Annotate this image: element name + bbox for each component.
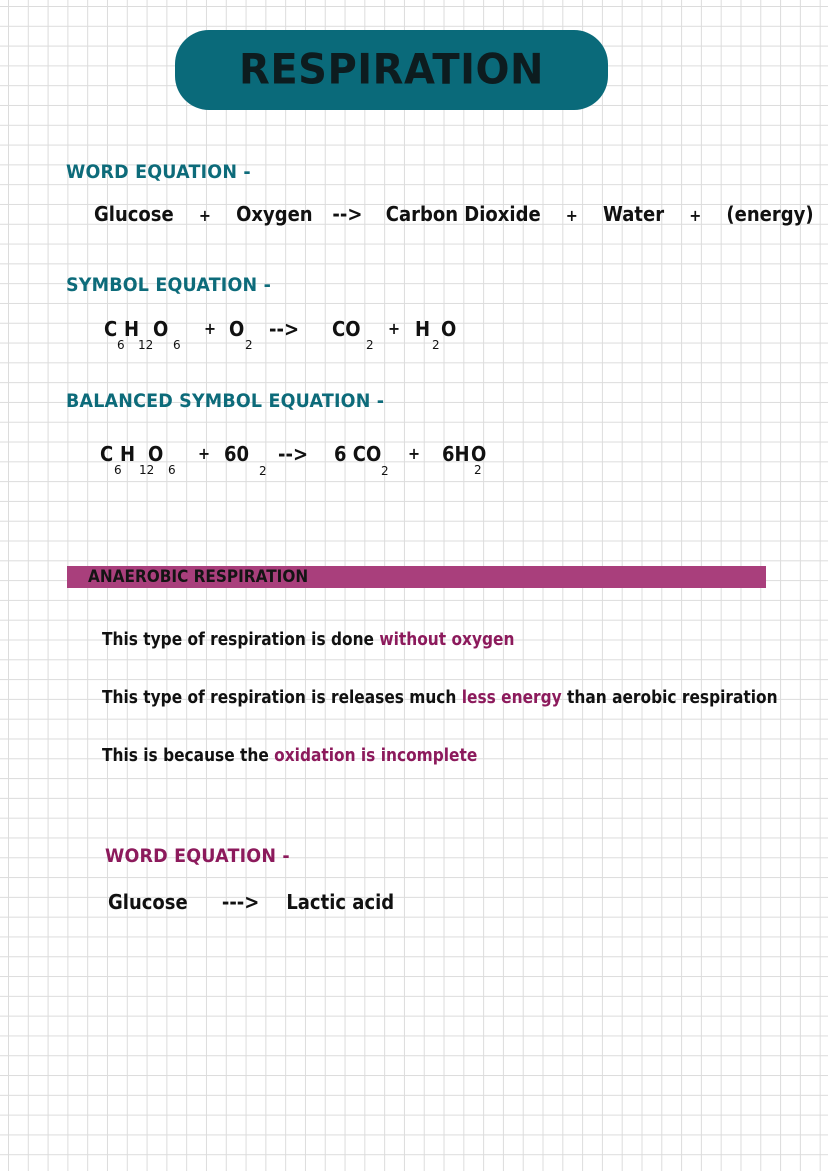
arrow: --> [332, 202, 363, 226]
plus-sign: + [565, 206, 578, 225]
carbon-subscript: 6 [114, 463, 122, 477]
oxygen-subscript: 6 [173, 338, 181, 352]
fact-line-1 [102, 630, 514, 650]
fact-line-3 [102, 746, 477, 766]
oxygen-molecule: O [229, 317, 245, 341]
hydrogen-symbol: H [120, 442, 136, 466]
term-glucose: Glucose [94, 202, 174, 226]
symbol-equation-heading: SYMBOL EQUATION - [66, 274, 272, 296]
arrow: ---> [221, 890, 260, 914]
term-glucose: Glucose [108, 890, 188, 914]
fact-highlight: less energy [461, 688, 562, 708]
water-hydrogen: H [415, 317, 431, 341]
fact-highlight: oxidation is incomplete [274, 746, 478, 766]
page-title: RESPIRATION [239, 45, 544, 95]
carbon-dioxide-subscript: 2 [381, 464, 389, 478]
carbon-symbol: C [104, 317, 118, 341]
term-carbon-dioxide: Carbon Dioxide [385, 202, 541, 226]
water-oxygen: O [471, 442, 487, 466]
term-oxygen: Oxygen [236, 202, 313, 226]
hydrogen-symbol: H [124, 317, 140, 341]
fact-text: This is because the [102, 746, 275, 766]
anaerobic-word-equation-heading: WORD EQUATION - [105, 845, 290, 867]
water-subscript: 2 [432, 338, 440, 352]
term-lactic-acid: Lactic acid [286, 890, 395, 914]
plus-sign: + [198, 444, 211, 463]
oxygen-symbol: O [153, 317, 169, 341]
oxygen-molecule: 60 [224, 442, 250, 466]
anaerobic-word-equation [108, 890, 394, 914]
title-banner [175, 30, 608, 110]
hydrogen-subscript: 12 [138, 338, 154, 352]
arrow: --> [269, 317, 300, 341]
fact-highlight: without oxygen [379, 630, 515, 650]
water-hydrogen: 6H [442, 442, 470, 466]
carbon-symbol: C [100, 442, 114, 466]
oxygen-symbol: O [148, 442, 164, 466]
section-title: ANAEROBIC RESPIRATION [88, 567, 309, 587]
carbon-dioxide-symbol: 6 CO [334, 442, 382, 466]
plus-sign: + [198, 206, 211, 225]
carbon-dioxide-subscript: 2 [366, 338, 374, 352]
hydrogen-subscript: 12 [139, 463, 155, 477]
word-equation-heading: WORD EQUATION - [66, 161, 251, 183]
arrow: --> [278, 442, 309, 466]
oxygen-molecule-subscript: 2 [259, 464, 267, 478]
term-water: Water [603, 202, 665, 226]
fact-text: This type of respiration is done [102, 630, 380, 650]
oxygen-subscript: 6 [168, 463, 176, 477]
plus-sign: + [408, 444, 421, 463]
plus-sign: + [689, 206, 702, 225]
carbon-subscript: 6 [117, 338, 125, 352]
water-oxygen: O [441, 317, 457, 341]
term-energy: (energy) [726, 202, 814, 226]
balanced-equation-heading: BALANCED SYMBOL EQUATION - [66, 390, 385, 412]
water-subscript: 2 [474, 463, 482, 477]
word-equation [94, 202, 814, 226]
carbon-dioxide-symbol: CO [332, 317, 361, 341]
oxygen-molecule-subscript: 2 [245, 338, 253, 352]
fact-text: than aerobic respiration [561, 688, 778, 708]
fact-line-2 [102, 688, 778, 708]
fact-text: This type of respiration is releases much [102, 688, 462, 708]
plus-sign: + [388, 319, 401, 338]
plus-sign: + [204, 319, 217, 338]
